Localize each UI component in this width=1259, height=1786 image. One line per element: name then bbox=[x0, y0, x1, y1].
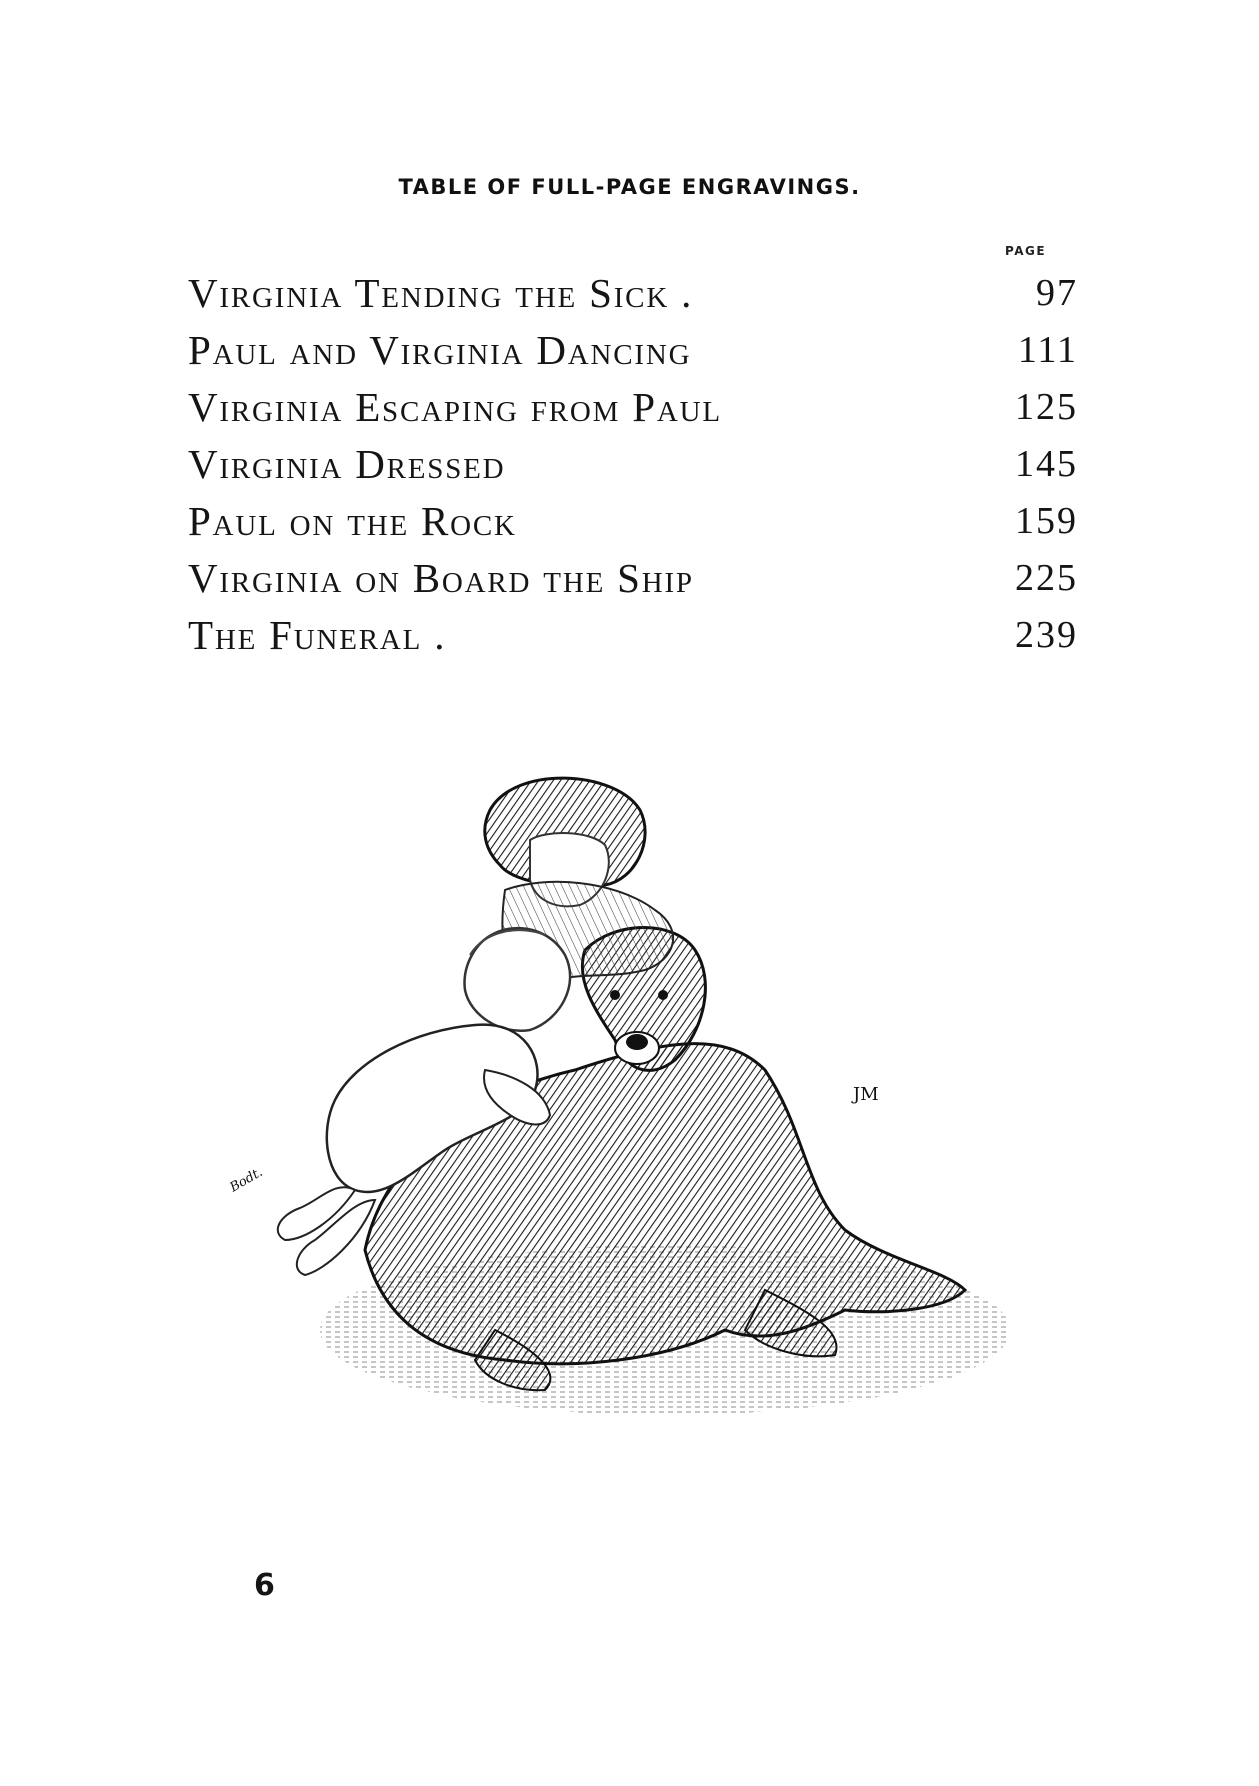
engraving-title: Virginia Escaping from Paul bbox=[188, 384, 722, 430]
engraving-page-number: 159 bbox=[1015, 500, 1078, 542]
list-item bbox=[188, 607, 1078, 664]
dog-eye bbox=[658, 990, 668, 1000]
list-item bbox=[188, 493, 1078, 550]
engraving-page-number: 111 bbox=[1017, 329, 1078, 371]
engraving-page-number: 125 bbox=[1015, 386, 1078, 428]
engraving-title: The Funeral . bbox=[188, 612, 447, 658]
engraving-page-number: 145 bbox=[1015, 443, 1078, 485]
engraving-title: Virginia Tending the Sick . bbox=[188, 270, 694, 316]
engraver-signature-left: Bodt. bbox=[227, 1164, 266, 1196]
page-number: 6 bbox=[254, 1568, 275, 1603]
engraving-page-number: 97 bbox=[1036, 272, 1078, 314]
engraving-page-number: 225 bbox=[1015, 557, 1078, 599]
engraving-title: Paul on the Rock bbox=[188, 498, 517, 544]
list-item bbox=[188, 322, 1078, 379]
list-item bbox=[188, 550, 1078, 607]
dog-nose bbox=[626, 1034, 648, 1050]
engravings-list bbox=[188, 265, 1078, 664]
engraving-title: Virginia on Board the Ship bbox=[188, 555, 694, 601]
engraving-title: Virginia Dressed bbox=[188, 441, 506, 487]
engraving-page-number: 239 bbox=[1015, 614, 1078, 656]
page-column-label: PAGE bbox=[1005, 244, 1047, 258]
list-item bbox=[188, 265, 1078, 322]
engraving-children-with-dog bbox=[227, 770, 1025, 1430]
list-item bbox=[188, 436, 1078, 493]
page-heading: TABLE OF FULL-PAGE ENGRAVINGS. bbox=[398, 175, 861, 199]
dog-eye bbox=[610, 990, 620, 1000]
engraving-title: Paul and Virginia Dancing bbox=[188, 327, 692, 373]
list-item bbox=[188, 379, 1078, 436]
engraver-signature-right: JM bbox=[853, 1084, 879, 1105]
